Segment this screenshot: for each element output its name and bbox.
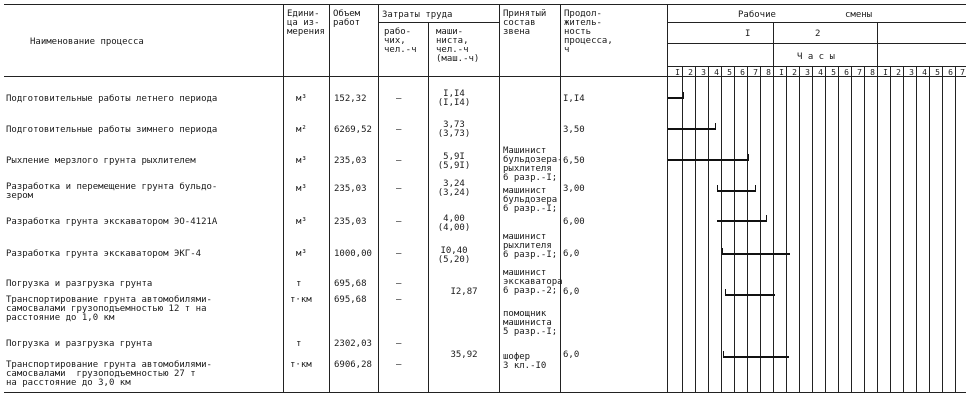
row-volume: 6269,52 [334, 125, 372, 135]
row-duration: 6,0 [563, 249, 580, 259]
row-duration: 3,00 [563, 184, 585, 194]
crew-ripper: машинист рыхлителя 6 разр.-I; [503, 232, 558, 260]
row-duration: 6,0 [563, 350, 580, 360]
hour-grid-line [708, 66, 709, 392]
hour-number: 8 [766, 68, 771, 77]
row-process-name: Транспортирование грунта автомобилями- самосвалами грузоподъемностью 12 т на расстояние до 1,0 км [6, 295, 212, 323]
hour-grid-line [864, 66, 865, 392]
schedule-bar-summer-prep [668, 97, 684, 99]
header-working: Рабочие [738, 10, 776, 20]
row-process-name: Разработка грунта экскаватором ЭО-4121А [6, 217, 218, 227]
hour-number: 5 [935, 68, 940, 77]
header-crew: Принятый состав звена [503, 9, 547, 37]
hour-grid-line [695, 66, 696, 392]
header-process: Наименование процесса [30, 37, 144, 47]
crew-excavator: машинист экскаватора 6 разр.-2; [503, 268, 563, 296]
hour-grid-line [903, 66, 904, 392]
hour-number: 3 [805, 68, 810, 77]
hour-grid-line [799, 66, 800, 392]
hour-number: 6 [740, 68, 745, 77]
row-volume: 152,32 [334, 94, 367, 104]
header-duration: Продол- житель- ность процесса, ч [564, 9, 613, 55]
row-duration: I,I4 [563, 94, 585, 104]
row-unit: т·км [290, 360, 312, 370]
col-divider-crew [499, 4, 500, 393]
schedule-bar-excavator-eo [717, 220, 767, 222]
row-volume: 695,68 [334, 279, 367, 289]
row-unit: м³ [296, 94, 307, 104]
header-labor: Затраты труда [382, 10, 453, 20]
col-divider-machinists [428, 22, 429, 393]
row-unit: т·км [290, 295, 312, 305]
hour-number: 6 [948, 68, 953, 77]
header-machinists: маши- ниста, чел.-ч (маш.-ч) [436, 27, 480, 64]
hour-number: I [675, 68, 680, 77]
hour-number: 4 [922, 68, 927, 77]
hour-number: 5 [727, 68, 732, 77]
hour-number: 2 [688, 68, 693, 77]
schedule-bar-end-tick [683, 92, 684, 99]
hour-number: 2 [896, 68, 901, 77]
table-top-border [4, 4, 966, 5]
row-unit: м³ [296, 184, 307, 194]
schedule-bar-ripping [668, 159, 749, 161]
hour-grid-line [955, 66, 956, 392]
row-volume: 695,68 [334, 295, 367, 305]
row-unit: м² [296, 125, 307, 135]
row-process-name: Погрузка и разгрузка грунта [6, 279, 153, 289]
row-machinists: 3,73 (3,73) [437, 120, 471, 139]
hour-grid-line [786, 66, 787, 392]
shift-header-line [667, 22, 966, 23]
hour-number: 2 [792, 68, 797, 77]
hour-number: 6 [844, 68, 849, 77]
row-duration: 6,00 [563, 217, 585, 227]
row-machinists: I0,40 (5,20) [437, 246, 471, 265]
row-machinists: 35,92 [450, 350, 478, 360]
hour-number: 8 [870, 68, 875, 77]
hour-number: 5 [831, 68, 836, 77]
row-volume: 6906,28 [334, 360, 372, 370]
schedule-bar-end-tick [766, 215, 767, 222]
hour-grid-line [942, 66, 943, 392]
header-unit: Едини- ца из- мерения [287, 9, 325, 37]
hour-number: I [883, 68, 888, 77]
schedule-bar-winter-prep [668, 128, 716, 130]
row-process-name: Подготовительные работы летнего периода [6, 94, 218, 104]
row-duration: 3,50 [563, 125, 585, 135]
row-process-name: Разработка и перемещение грунта бульдо- зером [6, 182, 218, 201]
labor-subheader-line [378, 22, 499, 23]
hour-number: 7 [960, 68, 965, 77]
row-process-name: Транспортирование грунта автомобилями- самосвалами грузоподъемностью 27 т на расстояние до 3,0 км [6, 360, 212, 388]
schedule-bar-end-tick [755, 185, 756, 192]
hour-grid-line [812, 66, 813, 392]
row-workers: – [396, 279, 402, 289]
row-machinists: 3,24 (3,24) [437, 179, 471, 198]
row-volume: 235,03 [334, 184, 367, 194]
row-process-name: Рыхление мерзлого грунта рыхлителем [6, 156, 196, 166]
schedule-bar-transport-12t [725, 294, 775, 296]
crew-driver: шофер 3 кл.-I0 [503, 352, 547, 371]
header-workers: рабо- чих, чел.-ч [384, 27, 417, 55]
col-divider-labor [378, 4, 379, 393]
hour-grid-line [721, 66, 722, 392]
row-workers: – [396, 156, 402, 166]
row-volume: 2302,03 [334, 339, 372, 349]
hour-grid-line [747, 66, 748, 392]
hour-number: 4 [714, 68, 719, 77]
schedule-bar-bulldozer [717, 190, 756, 192]
row-workers: – [396, 360, 402, 370]
schedule-bar-end-tick [715, 123, 716, 130]
row-workers: – [396, 217, 402, 227]
hour-grid-line [890, 66, 891, 392]
row-volume: 235,03 [334, 217, 367, 227]
hour-number: 4 [818, 68, 823, 77]
row-machinists: 4,00 (4,00) [437, 214, 471, 233]
row-workers: – [396, 125, 402, 135]
shift-divider-1 [773, 22, 774, 392]
row-unit: т [296, 339, 302, 349]
schedule-bar-start-tick [717, 185, 718, 192]
schedule-bar-start-tick [725, 289, 726, 296]
row-workers: – [396, 295, 402, 305]
hour-grid-line [838, 66, 839, 392]
row-duration: 6,50 [563, 156, 585, 166]
hour-grid-line [734, 66, 735, 392]
row-workers: – [396, 249, 402, 259]
col-divider-gantt [667, 4, 668, 393]
hour-number: 3 [701, 68, 706, 77]
row-process-name: Разработка грунта экскаватором ЭКГ-4 [6, 249, 202, 259]
row-volume: 1000,00 [334, 249, 372, 259]
row-unit: м³ [296, 217, 307, 227]
col-divider-duration [560, 4, 561, 393]
hour-grid-line [916, 66, 917, 392]
row-machinists: 5,9I (5,9I) [437, 152, 471, 171]
hour-grid-line [929, 66, 930, 392]
hour-number-line [667, 66, 966, 67]
header-volume: Объем работ [333, 9, 361, 28]
row-unit: м³ [296, 156, 307, 166]
row-machinists: I2,87 [450, 287, 478, 297]
hour-grid-line [825, 66, 826, 392]
schedule-bar-end-tick [748, 154, 749, 161]
hour-number: 3 [909, 68, 914, 77]
header-hours: Ч а с ы [797, 52, 835, 62]
schedule-bar-start-tick [722, 248, 723, 255]
hour-grid-line [851, 66, 852, 392]
col-divider-unit [283, 4, 284, 393]
row-unit: м³ [296, 249, 307, 259]
header-shift-2: 2 [815, 29, 821, 39]
header-shifts: смены [845, 10, 873, 20]
row-volume: 235,03 [334, 156, 367, 166]
schedule-bar-transport-27t [723, 356, 789, 358]
hour-grid-line [760, 66, 761, 392]
row-workers: – [396, 94, 402, 104]
row-process-name: Подготовительные работы зимнего периода [6, 125, 218, 135]
row-process-name: Погрузка и разгрузка грунта [6, 339, 153, 349]
row-unit: т [296, 279, 302, 289]
schedule-bar-start-tick [723, 351, 724, 358]
row-machinists: I,I4 (I,I4) [437, 89, 471, 108]
hour-number: I [779, 68, 784, 77]
row-workers: – [396, 184, 402, 194]
row-duration: 6,0 [563, 287, 580, 297]
hour-number: 7 [753, 68, 758, 77]
hour-grid-line [682, 66, 683, 392]
col-divider-volume [329, 4, 330, 393]
hour-number: 7 [857, 68, 862, 77]
header-shift-1: I [745, 29, 751, 39]
shift-divider-2 [877, 22, 878, 392]
crew-assistant: помощник машиниста 5 разр.-I; [503, 309, 558, 337]
row-workers: – [396, 339, 402, 349]
schedule-bar-excavator-ekg [722, 253, 790, 255]
crew-bulldozer-ripper: Машинист бульдозера- рыхлителя 6 разр.-I; [503, 146, 563, 183]
table-bottom-border [4, 392, 966, 393]
hours-header-line [667, 43, 966, 44]
crew-bulldozer: машинист бульдозера 6 разр.-I; [503, 186, 558, 214]
